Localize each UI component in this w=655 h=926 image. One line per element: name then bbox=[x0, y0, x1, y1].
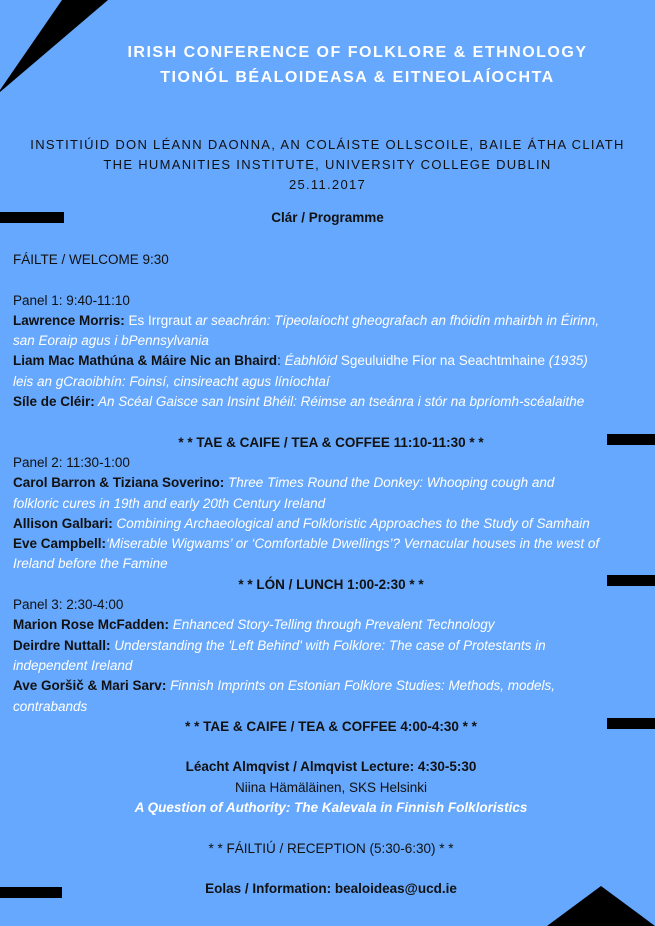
panel1-talk3 bbox=[13, 392, 649, 412]
talk-title: Enhanced Story-Telling through Prevalent Technology bbox=[169, 617, 495, 633]
lecture-heading: Léacht Almqvist / Almqvist Lecture: 4:30-5:30 bbox=[185, 759, 477, 775]
panel1-talk1 bbox=[13, 311, 649, 331]
speaker-name: Marion Rose McFadden: bbox=[13, 617, 170, 633]
lunch-break: * * LÓN / LUNCH 1:00-2:30 * * bbox=[238, 576, 424, 592]
information-line: Eolas / Information: bealoideas@ucd.ie bbox=[205, 881, 457, 897]
talk-title: An Scéal Gaisce san Insint Bhéil: Réimse an tseánra i stór na bpríomh-scéalaithe bbox=[94, 394, 585, 410]
welcome-line: FÁILTE / WELCOME 9:30 bbox=[13, 252, 169, 267]
programme-content bbox=[13, 250, 649, 900]
programme-label: Clár / Programme bbox=[271, 210, 384, 225]
talk-title-cont: Ireland before the Famine bbox=[13, 556, 168, 572]
conference-title-en: IRISH CONFERENCE OF FOLKLORE & ETHNOLOGY bbox=[127, 44, 588, 61]
panel3-talk3 bbox=[13, 676, 649, 696]
talk-title-cont: leis an gCraoibhín: Foinsí, cinsireacht agus líníochtaí bbox=[13, 373, 330, 389]
panel3-talk2 bbox=[13, 636, 649, 656]
talk-title: Sgeuluidhe Fíor na Seachtmhaine bbox=[337, 353, 549, 369]
talk-title: Éabhlóid bbox=[284, 353, 338, 369]
speaker-name: Síle de Cléir: bbox=[13, 394, 95, 410]
lecture-speaker: Niina Hämäläinen, SKS Helsinki bbox=[234, 779, 428, 795]
talk-title: (1935) bbox=[548, 353, 588, 369]
talk-title: Combining Archaeological and Folkloristic Approaches to the Study of Samhain bbox=[112, 515, 590, 531]
event-date: 25.11.2017 bbox=[288, 177, 367, 192]
panel3-label: Panel 3: 2:30-4:00 bbox=[13, 597, 124, 613]
panel1-talk2 bbox=[13, 351, 649, 371]
speaker-name: Deirdre Nuttall: bbox=[13, 637, 111, 653]
talk-title: ar seachrán: Típeolaíocht gheografach an fhóidín mhairbh in Éirinn, bbox=[195, 312, 600, 328]
speaker-name: Carol Barron & Tiziana Soverino: bbox=[13, 475, 225, 491]
talk-title-cont: contrabands bbox=[13, 698, 88, 714]
speaker-name: Ave Goršič & Mari Sarv: bbox=[13, 678, 167, 694]
speaker-name: Allison Galbari: bbox=[13, 515, 113, 531]
talk-title: ‘Miserable Wigwams’ or ‘Comfortable Dwellings’? Vernacular houses in the west of bbox=[106, 536, 600, 552]
tea-break-1: * * TAE & CAIFE / TEA & COFFEE 11:10-11:30 * * bbox=[178, 434, 484, 450]
speaker-name: Eve Campbell: bbox=[13, 536, 107, 552]
conference-title-ga: TIONÓL BÉALOIDEASA & EITNEOLAÍOCHTA bbox=[160, 69, 555, 86]
speaker-name: Liam Mac Mathúna & Máire Nic an Bhaird bbox=[13, 353, 278, 369]
talk-title: Understanding the 'Left Behind' with Folklore: The case of Protestants in bbox=[110, 637, 546, 653]
panel2-label: Panel 2: 11:30-1:00 bbox=[13, 454, 130, 470]
talk-title: Three Times Round the Donkey: Whooping cough and bbox=[224, 475, 555, 491]
reception-line: * * FÁILTIÚ / RECEPTION (5:30-6:30) * * bbox=[208, 840, 454, 856]
talk-title: Finnish Imprints on Estonian Folklore Studies: Methods, models, bbox=[166, 678, 555, 694]
venue-block bbox=[0, 135, 655, 195]
talk-title-cont: independent Ireland bbox=[13, 657, 133, 673]
panel1-label: Panel 1: 9:40-11:10 bbox=[13, 292, 130, 308]
venue-line-ga: INSTITIÚID DON LÉANN DAONNA, AN COLÁISTE OLLSCOILE, BAILE ÁTHA CLIATH bbox=[30, 137, 625, 152]
panel2-talk2 bbox=[13, 514, 649, 534]
tea-break-2: * * TAE & CAIFE / TEA & COFFEE 4:00-4:30 * * bbox=[185, 718, 477, 734]
separator: : bbox=[277, 353, 285, 369]
panel2-talk3 bbox=[13, 534, 649, 554]
conference-header bbox=[0, 40, 655, 90]
panel3-talk1 bbox=[13, 615, 649, 635]
speaker-name: Lawrence Morris: bbox=[13, 312, 125, 328]
lecture-title: A Question of Authority: The Kalevala in Finnish Folkloristics bbox=[134, 800, 528, 816]
talk-title-cont: folkloric cures in 19th and early 20th Century Ireland bbox=[13, 495, 326, 511]
venue-line-en: THE HUMANITIES INSTITUTE, UNIVERSITY COLLEGE DUBLIN bbox=[103, 157, 552, 172]
talk-title: Es Irrgraut bbox=[124, 312, 196, 328]
panel2-talk1 bbox=[13, 473, 649, 493]
talk-title-cont: san Eoraip agus i bPennsylvania bbox=[13, 333, 209, 349]
